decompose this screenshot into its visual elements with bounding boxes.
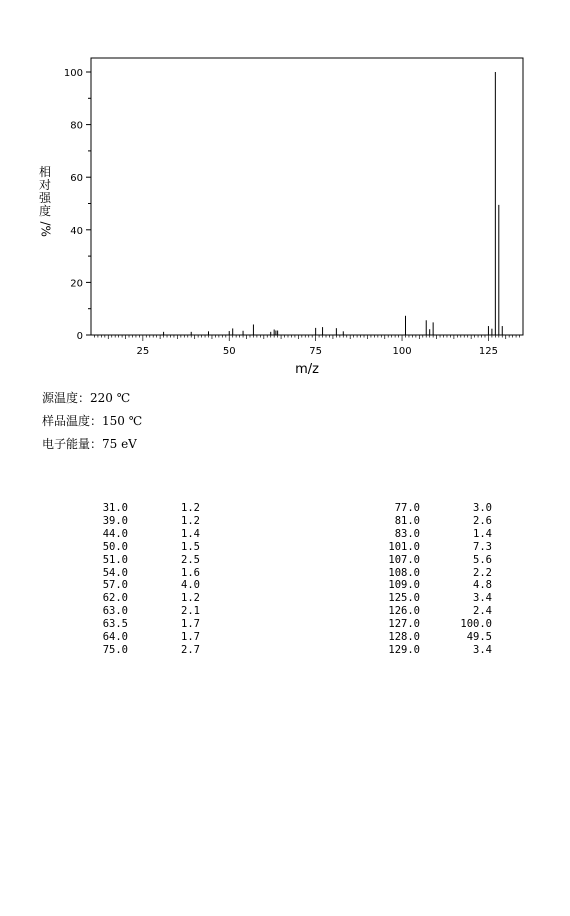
mz-value: 63.5 xyxy=(102,618,128,631)
peak-table-row xyxy=(378,554,492,567)
abundance-value: 2.1 xyxy=(181,605,200,618)
abundance-value: 1.5 xyxy=(181,540,200,553)
x-tick-label: 75 xyxy=(309,346,323,357)
abundance-value: 1.2 xyxy=(181,592,200,605)
abundance-value: 1.7 xyxy=(181,618,200,631)
abundance-value: 2.7 xyxy=(181,643,200,656)
mz-value: 126.0 xyxy=(388,605,420,618)
peak-table-row xyxy=(86,541,200,554)
y-axis-label-char: 相 xyxy=(38,165,51,179)
peak-table-row xyxy=(86,605,200,618)
mz-value: 83.0 xyxy=(394,527,420,540)
peak-table-row xyxy=(378,502,492,515)
peak-table-row xyxy=(378,541,492,554)
y-axis-ticks xyxy=(64,68,91,342)
abundance-value: 3.4 xyxy=(473,592,492,605)
peak-table-row xyxy=(86,528,200,541)
mz-value: 63.0 xyxy=(102,605,128,618)
x-tick-label: 100 xyxy=(392,346,412,357)
mz-value: 129.0 xyxy=(388,643,420,656)
electron-energy: 电子能量：75 eV xyxy=(42,437,137,451)
abundance-value: 4.0 xyxy=(181,579,200,592)
abundance-value: 2.6 xyxy=(473,514,492,527)
mz-value: 109.0 xyxy=(388,579,420,592)
abundance-value: 2.2 xyxy=(473,566,492,579)
peak-table-row xyxy=(378,618,492,631)
abundance-value: 3.4 xyxy=(473,643,492,656)
mz-value: 54.0 xyxy=(102,566,128,579)
y-axis-label-char: /% xyxy=(38,221,53,237)
mz-value: 127.0 xyxy=(388,618,420,631)
y-tick-label: 60 xyxy=(70,173,83,185)
abundance-value: 3.0 xyxy=(473,502,492,514)
peak-table-row xyxy=(86,592,200,605)
mz-value: 50.0 xyxy=(102,540,128,553)
peak-table-row xyxy=(378,605,492,618)
peak-table-row xyxy=(378,567,492,580)
mz-value: 101.0 xyxy=(388,540,420,553)
sample-temperature: 样品温度：150 ℃ xyxy=(42,414,143,428)
peak-table-row xyxy=(86,579,200,592)
mz-value: 81.0 xyxy=(394,514,420,527)
peak-table-row xyxy=(378,631,492,644)
mz-value: 64.0 xyxy=(102,631,128,644)
peak-table-row xyxy=(378,579,492,592)
abundance-value: 100.0 xyxy=(460,618,492,631)
y-tick-label: 20 xyxy=(70,278,83,290)
abundance-value: 4.8 xyxy=(473,579,492,592)
spectrum-peaks xyxy=(164,72,503,335)
abundance-value: 1.2 xyxy=(181,502,200,514)
y-tick-label: 80 xyxy=(70,120,83,132)
mass-spectrum-chart xyxy=(0,0,570,380)
plot-frame xyxy=(91,58,523,335)
abundance-value: 5.6 xyxy=(473,553,492,566)
x-axis-ticks xyxy=(94,335,519,357)
mz-value: 75.0 xyxy=(102,643,128,656)
abundance-value: 1.7 xyxy=(181,631,200,644)
peak-table-row xyxy=(86,554,200,567)
abundance-value: 1.2 xyxy=(181,514,200,527)
mz-value: 44.0 xyxy=(102,527,128,540)
peak-table-right xyxy=(378,502,492,657)
x-tick-label: 50 xyxy=(222,346,236,357)
peak-table-row xyxy=(378,592,492,605)
peak-table-row xyxy=(86,567,200,580)
abundance-value: 1.4 xyxy=(181,527,200,540)
abundance-value: 1.4 xyxy=(473,527,492,540)
peak-table-row xyxy=(86,618,200,631)
peak-table-row xyxy=(86,502,200,515)
mz-value: 128.0 xyxy=(388,631,420,644)
y-tick-label: 100 xyxy=(63,68,83,79)
peak-table-row xyxy=(378,528,492,541)
mz-value: 39.0 xyxy=(102,514,128,527)
mz-value: 107.0 xyxy=(388,553,420,566)
mz-value: 57.0 xyxy=(102,579,128,592)
peak-table-left xyxy=(86,502,200,657)
source-temperature: 源温度：220 ℃ xyxy=(42,391,131,405)
abundance-value: 49.5 xyxy=(466,631,492,644)
abundance-value: 7.3 xyxy=(473,540,492,553)
x-tick-label: 25 xyxy=(136,346,150,357)
mz-value: 51.0 xyxy=(102,553,128,566)
y-axis-label-char: 度 xyxy=(38,204,51,218)
y-axis-label-char: 强 xyxy=(38,191,51,205)
y-tick-label: 0 xyxy=(76,331,83,342)
peak-table-row xyxy=(86,631,200,644)
peak-table-row xyxy=(86,644,200,657)
y-tick-label: 40 xyxy=(70,225,83,237)
mz-value: 31.0 xyxy=(102,502,128,514)
peak-table-row xyxy=(86,515,200,528)
mz-value: 108.0 xyxy=(388,566,420,579)
mz-value: 125.0 xyxy=(388,592,420,605)
x-tick-label: 125 xyxy=(478,346,498,357)
abundance-value: 1.6 xyxy=(181,566,200,579)
abundance-value: 2.5 xyxy=(181,553,200,566)
peak-table-row xyxy=(378,644,492,657)
mz-value: 77.0 xyxy=(394,502,420,514)
y-axis-label-char: 对 xyxy=(38,178,51,192)
abundance-value: 2.4 xyxy=(473,605,492,618)
peak-table-row xyxy=(378,515,492,528)
mz-value: 62.0 xyxy=(102,592,128,605)
y-axis-label xyxy=(38,166,52,235)
x-axis-label: m/z xyxy=(295,362,319,377)
